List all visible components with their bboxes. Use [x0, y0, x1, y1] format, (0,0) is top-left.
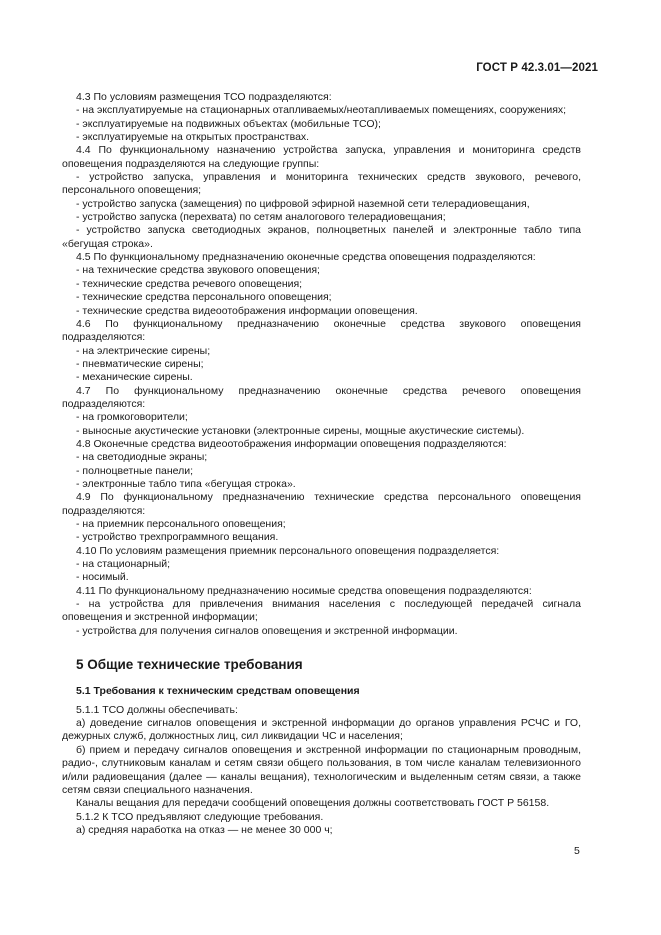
paragraph: 4.10 По условиям размещения приемник персонального оповещения подразделяется: — [76, 544, 500, 557]
list-item: - на электрические сирены; — [76, 344, 211, 357]
paragraph: 4.11 По функциональному предназначению носимые средства оповещения подразделяются: — [76, 584, 532, 597]
list-item: - выносные акустические установки (электронные сирены, мощные акустические системы). — [76, 424, 525, 437]
list-item: - устройство запуска светодиодных экранов, полноцветных панелей и электронные табло типа «бегущая строка». — [62, 224, 581, 250]
list-item: - эксплуатируемые на открытых пространствах. — [76, 131, 310, 144]
list-item: - на приемник персонального оповещения; — [76, 518, 286, 530]
list-item: б) прием и передачу сигналов оповещения и экстренной информации по стационарным проводным, радио-, слутниковым каналам и сетям связи общего пользования, в том числе каналам телевизионного и/или радиовещания (далее — каналы вещания), технологическим и выделенным сетям связи, а также сетям связи специального назначения. — [62, 743, 581, 796]
list-item: - устройство трехпрограммного вещания. — [76, 531, 279, 544]
list-item: - эксплуатируемые на подвижных объектах (мобильные ТСО); — [76, 117, 381, 130]
list-item: - электронные табло типа «бегущая строка». — [76, 477, 296, 490]
section-heading: 5 Общие технические требования — [76, 657, 303, 673]
document-code-header: ГОСТ Р 42.3.01—2021 — [476, 62, 598, 74]
paragraph: 4.5 По функциональному предназначению оконечные средства оповещения подразделяются: — [76, 251, 536, 264]
list-item: - технические средства персонального оповещения; — [76, 291, 332, 304]
paragraph: 5.1.1 ТСО должны обеспечивать: — [76, 703, 238, 716]
list-item: - на стационарный; — [76, 558, 171, 571]
paragraph: 4.9 По функциональному предназначению технические средства персонального оповещения подразделяются: — [62, 491, 581, 517]
list-item: - носимый. — [76, 571, 129, 584]
paragraph: 4.6 По функциональному предназначению оконечные средства звукового оповещения подразделяются: — [62, 317, 581, 344]
list-item: - на устройства для привлечения внимания населения с последующей передачей сигнала оповещения и экстренной информации; — [62, 598, 581, 624]
paragraph: 4.8 Оконечные средства видеоотображения информации оповещения подразделяются: — [76, 437, 507, 450]
paragraph: Каналы вещания для передачи сообщений оповещения должны соответствовать ГОСТ Р 56158. — [76, 797, 550, 810]
list-item: а) доведение сигналов оповещения и экстренной информации до органов управления РСЧС и ГО, дежурных служб, должностных лиц, сил ликвидации ЧС и населения; — [62, 717, 581, 743]
page-number: 5 — [574, 845, 580, 857]
list-item: а) средняя наработка на отказ — не менее 30 000 ч; — [76, 823, 333, 836]
list-item: - на технические средства звукового оповещения; — [76, 264, 320, 277]
list-item: - на громкоговорители; — [76, 411, 188, 424]
paragraph: 4.7 По функциональному предназначению оконечные средства речевого оповещения подразделяются: — [62, 384, 581, 410]
list-item: - полноцветные панели; — [76, 464, 194, 477]
list-item: - механические сирены. — [76, 371, 193, 384]
paragraph: 4.4 По функциональному назначению устройства запуска, управления и мониторинга средств оповещения подразделяются на следующие группы: — [62, 144, 581, 170]
list-item: - устройство запуска, управления и мониторинга технических средств звукового, речевого, персонального оповещения; — [62, 171, 581, 197]
list-item: - пневматические сирены; — [76, 357, 204, 370]
list-item: - на эксплуатируемые на стационарных отапливаемых/неотапливаемых помещениях, сооружениях; — [76, 104, 567, 117]
list-item: - устройство запуска (перехвата) по сетям аналогового телерадиовещания; — [76, 211, 446, 224]
paragraph: 5.1.2 К ТСО предъявляют следующие требования. — [76, 810, 324, 823]
list-item: - технические средства видеоотображения информации оповещения. — [76, 304, 418, 317]
page-body — [62, 91, 581, 837]
list-item: - на светодиодные экраны; — [76, 451, 208, 464]
list-item: - технические средства речевого оповещения; — [76, 277, 303, 290]
list-item: - устройства для получения сигналов оповещения и экстренной информации. — [76, 624, 458, 637]
subsection-heading: 5.1 Требования к техническим средствам оповещения — [76, 685, 360, 698]
list-item: - устройство запуска (замещения) по цифровой эфирной наземной сети телерадиовещания, — [76, 197, 530, 210]
paragraph: 4.3 По условиям размещения ТСО подразделяются: — [76, 91, 332, 103]
